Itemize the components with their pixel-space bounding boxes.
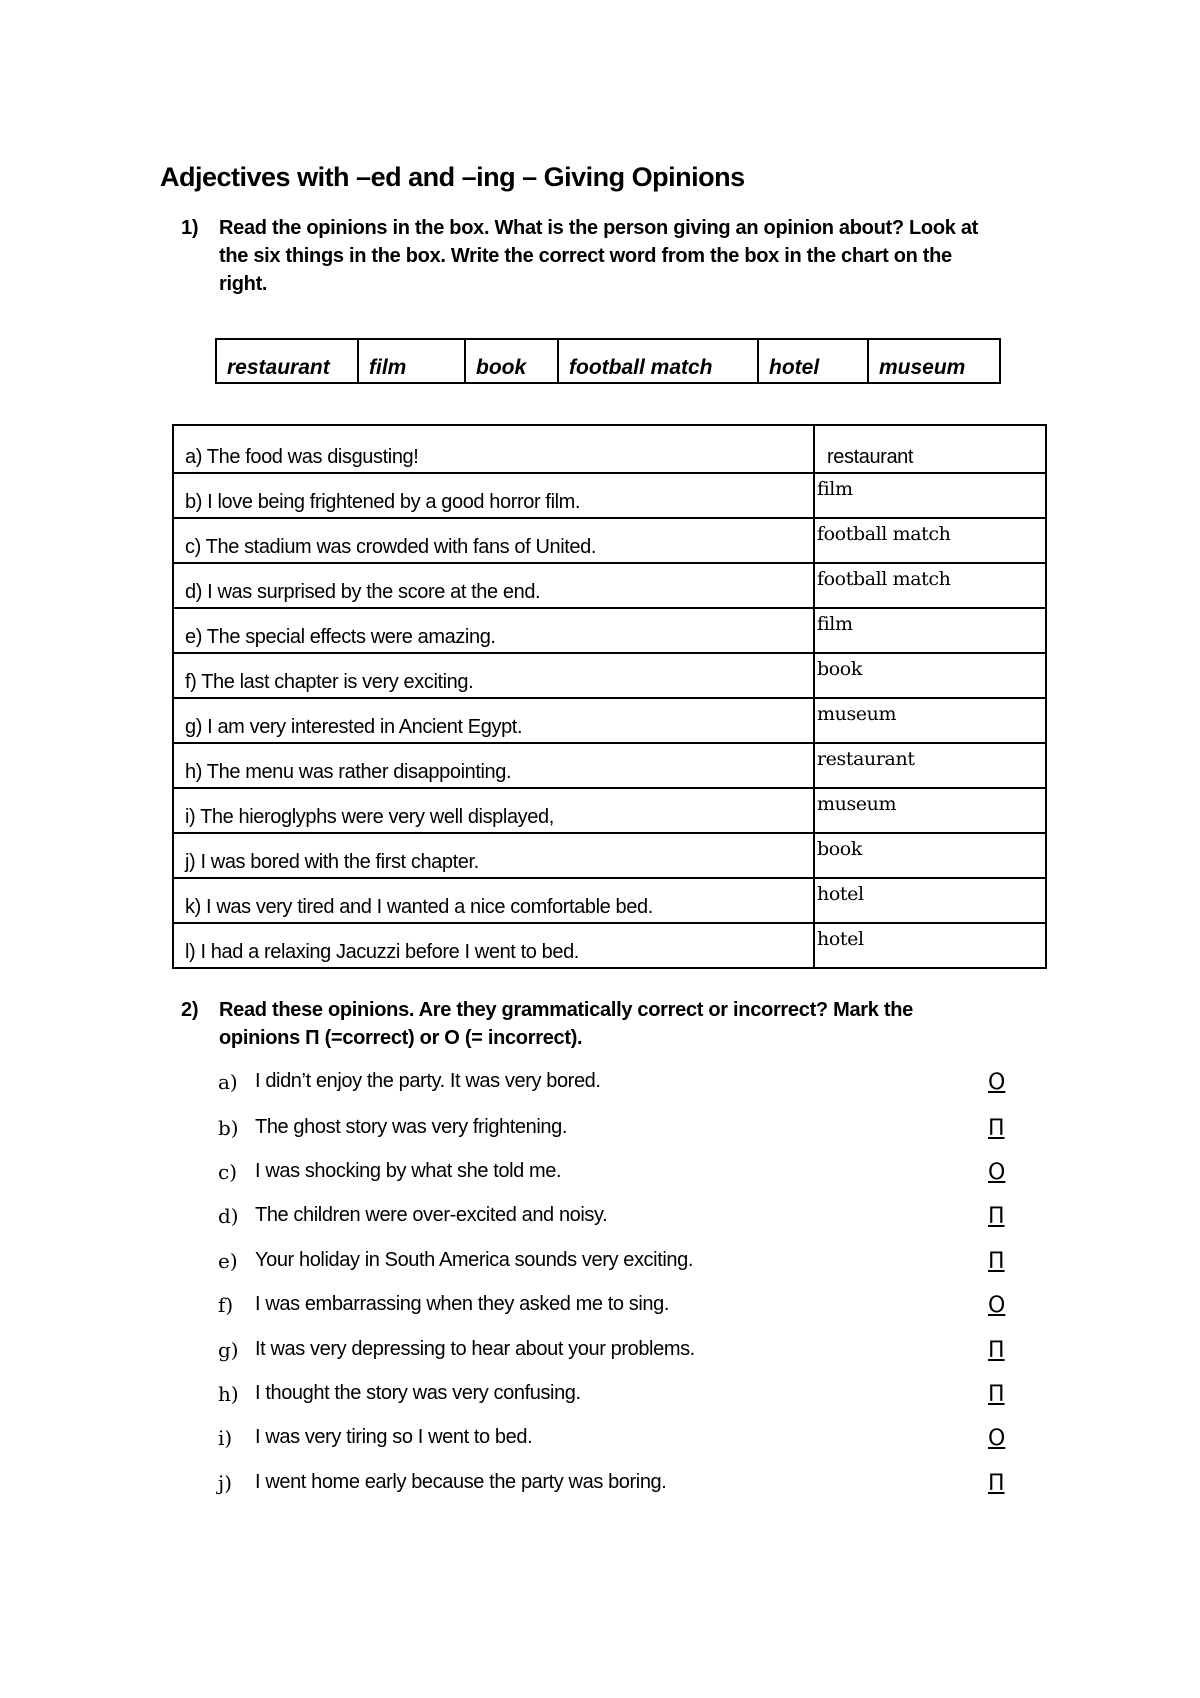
chart-answer: restaurant (814, 743, 1046, 788)
item-marker: h) (218, 1382, 239, 1406)
chart-row (173, 698, 1046, 743)
chart-opinion: l) I had a relaxing Jacuzzi before I went to bed. (173, 923, 814, 968)
chart-answer: football match (814, 563, 1046, 608)
chart-row (173, 518, 1046, 563)
chart-answer: book (814, 833, 1046, 878)
question-1-number: 1) (181, 217, 199, 239)
chart-opinion: k) I was very tired and I wanted a nice comfortable bed. (173, 878, 814, 923)
question-2 (181, 996, 981, 1052)
item-marker: c) (218, 1160, 238, 1184)
item-mark: Ο (988, 1070, 1006, 1095)
question-2-text: Read these opinions. Are they grammatically correct or incorrect? Mark the opinions Π (=correct) or Ο (= incorrect). (219, 999, 913, 1049)
chart-row (173, 473, 1046, 518)
item-mark: Ο (988, 1426, 1006, 1451)
item-sentence: I was shocking by what she told me. (255, 1160, 562, 1182)
item-sentence: The ghost story was very frightening. (255, 1116, 568, 1138)
list-item (0, 1426, 1200, 1456)
chart-row (173, 608, 1046, 653)
question-1-text: Read the opinions in the box. What is the person giving an opinion about? Look at the six things in the box. Write the correct word from the box in the chart on the right. (219, 217, 979, 295)
chart-opinion: e) The special effects were amazing. (173, 608, 814, 653)
item-mark: Π (988, 1471, 1005, 1496)
item-marker: b) (218, 1116, 239, 1140)
list-item (0, 1070, 1200, 1100)
chart-answer: museum (814, 788, 1046, 833)
item-marker: i) (218, 1426, 233, 1450)
item-mark: Π (988, 1338, 1005, 1363)
list-item (0, 1382, 1200, 1412)
item-sentence: It was very depressing to hear about your problems. (255, 1338, 695, 1360)
item-marker: f) (218, 1293, 234, 1317)
word-box-item: hotel (758, 339, 868, 383)
list-item (0, 1204, 1200, 1234)
word-box-item: football match (558, 339, 758, 383)
item-sentence: The children were over-excited and noisy. (255, 1204, 608, 1226)
item-sentence: I thought the story was very confusing. (255, 1382, 581, 1404)
item-mark: Ο (988, 1293, 1006, 1318)
word-box (215, 338, 1001, 384)
chart-opinion: g) I am very interested in Ancient Egypt. (173, 698, 814, 743)
chart-answer: hotel (814, 878, 1046, 923)
chart-row (173, 923, 1046, 968)
item-sentence: Your holiday in South America sounds very exciting. (255, 1249, 694, 1271)
chart-opinion: i) The hieroglyphs were very well displayed, (173, 788, 814, 833)
question-1 (181, 214, 981, 298)
item-sentence: I didn’t enjoy the party. It was very bored. (255, 1070, 601, 1092)
item-mark: Π (988, 1249, 1005, 1274)
chart-opinion: b) I love being frightened by a good horror film. (173, 473, 814, 518)
item-marker: g) (218, 1338, 239, 1362)
chart-row (173, 878, 1046, 923)
list-item (0, 1116, 1200, 1146)
list-item (0, 1471, 1200, 1501)
chart-opinion: c) The stadium was crowded with fans of United. (173, 518, 814, 563)
item-marker: e) (218, 1249, 238, 1273)
chart-row (173, 425, 1046, 473)
chart-opinion: f) The last chapter is very exciting. (173, 653, 814, 698)
chart-answer: film (814, 608, 1046, 653)
item-sentence: I was very tiring so I went to bed. (255, 1426, 533, 1448)
chart-row (173, 563, 1046, 608)
chart-row (173, 653, 1046, 698)
chart-opinion: d) I was surprised by the score at the end. (173, 563, 814, 608)
chart-answer: film (814, 473, 1046, 518)
item-marker: j) (218, 1471, 233, 1495)
chart-row (173, 788, 1046, 833)
chart-opinion: j) I was bored with the first chapter. (173, 833, 814, 878)
chart-answer: museum (814, 698, 1046, 743)
word-box-item: restaurant (216, 339, 358, 383)
item-mark: Π (988, 1382, 1005, 1407)
word-box-item: book (465, 339, 558, 383)
list-item (0, 1249, 1200, 1279)
chart-answer: restaurant (814, 425, 1046, 473)
chart-row (173, 833, 1046, 878)
word-box-item: museum (868, 339, 1000, 383)
item-marker: a) (218, 1070, 238, 1094)
item-sentence: I was embarrassing when they asked me to sing. (255, 1293, 670, 1315)
chart-opinion: h) The menu was rather disappointing. (173, 743, 814, 788)
item-mark: Ο (988, 1160, 1006, 1185)
item-mark: Π (988, 1116, 1005, 1141)
chart-answer: hotel (814, 923, 1046, 968)
item-mark: Π (988, 1204, 1005, 1229)
item-sentence: I went home early because the party was boring. (255, 1471, 667, 1493)
word-box-item: film (358, 339, 465, 383)
chart-answer: football match (814, 518, 1046, 563)
question-2-number: 2) (181, 999, 199, 1021)
chart-row (173, 743, 1046, 788)
opinion-chart (172, 424, 1047, 969)
page-title: Adjectives with –ed and –ing – Giving Opinions (160, 162, 745, 192)
item-marker: d) (218, 1204, 239, 1228)
list-item (0, 1338, 1200, 1368)
chart-opinion: a) The food was disgusting! (173, 425, 814, 473)
chart-answer: book (814, 653, 1046, 698)
list-item (0, 1160, 1200, 1190)
list-item (0, 1293, 1200, 1323)
